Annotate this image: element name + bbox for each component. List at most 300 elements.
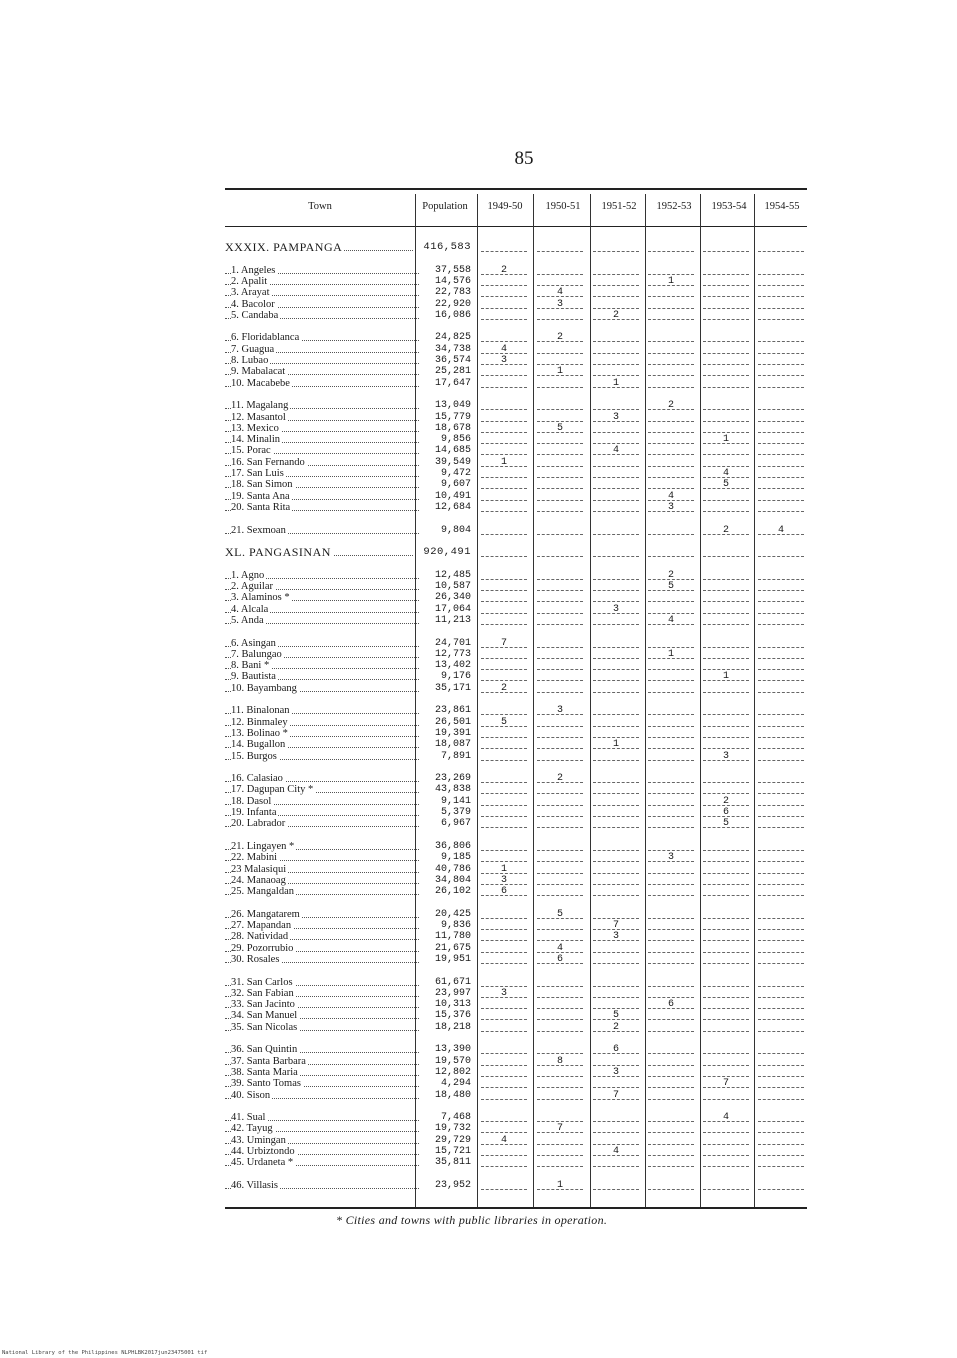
year-cell [701, 423, 751, 434]
cell-leader [648, 375, 694, 376]
year-cell [535, 1146, 585, 1157]
year-cell [535, 1112, 585, 1123]
cell-leader [481, 1121, 527, 1122]
cell-leader [593, 816, 639, 817]
year-cell [701, 841, 751, 852]
town-population: 12,684 [434, 501, 471, 513]
year-cell [756, 412, 806, 423]
cell-value: 7 [500, 637, 507, 649]
year-cell [646, 581, 696, 592]
table-row [225, 332, 807, 343]
cell-value: 7 [612, 920, 619, 931]
cell-value: 3 [556, 298, 563, 310]
year-cell [756, 457, 806, 468]
cell-leader [758, 341, 804, 342]
table-row [225, 999, 807, 1010]
column-rule [415, 194, 416, 1207]
table-row [225, 852, 807, 863]
year-cell [535, 705, 585, 716]
table-row [225, 525, 807, 536]
year-cell [756, 943, 806, 954]
cell-leader [593, 590, 639, 591]
table-row [225, 1090, 807, 1101]
year-cell [756, 502, 806, 513]
cell-value: 2 [556, 332, 563, 344]
table-row [225, 886, 807, 897]
year-cell [535, 434, 585, 445]
year-cell [535, 773, 585, 784]
town-name [225, 491, 419, 502]
cell-leader [593, 850, 639, 851]
year-cell [479, 671, 529, 682]
year-cell [646, 807, 696, 818]
cell-leader [758, 680, 804, 681]
year-cell [701, 299, 751, 310]
cell-leader [758, 850, 804, 851]
town-label: 41. Sual [231, 1112, 266, 1124]
cell-leader [758, 760, 804, 761]
cell-value: 6 [500, 886, 507, 898]
cell-leader [703, 274, 749, 275]
year-cell [756, 773, 806, 784]
year-cell [535, 468, 585, 479]
cell-leader [481, 285, 527, 286]
cell-value: 7 [612, 1089, 619, 1101]
year-cell [701, 412, 751, 423]
cell-leader [648, 714, 694, 715]
town-population: 20,425 [434, 908, 471, 920]
cell-leader [758, 421, 804, 422]
year-cell [756, 1157, 806, 1168]
table-row [225, 909, 807, 920]
scan-watermark: National Library of the Philippines NLPHLBK2017jun23475001 tif [2, 1350, 208, 1356]
cell-value: 3 [612, 931, 619, 943]
year-cell [535, 287, 585, 298]
cell-leader [758, 1065, 804, 1066]
cell-leader [593, 726, 639, 727]
year-cell [646, 412, 696, 423]
year-cell [701, 784, 751, 795]
town-name [225, 773, 419, 784]
town-label: 5. Candaba [231, 309, 279, 321]
town-population: 18,678 [434, 422, 471, 434]
cell-value: 3 [556, 705, 563, 717]
table-row [225, 491, 807, 502]
year-cell [591, 1157, 641, 1168]
cell-value: 4 [722, 1112, 729, 1124]
cell-leader [481, 1031, 527, 1032]
year-cell [701, 1135, 751, 1146]
town-name [225, 479, 419, 490]
year-cell [535, 909, 585, 920]
cell-leader [481, 1019, 527, 1020]
cell-leader [537, 986, 583, 987]
province-label: XL. PANGASINAN [225, 547, 331, 559]
town-population: 36,806 [434, 840, 471, 852]
cell-leader [758, 895, 804, 896]
cell-leader [648, 884, 694, 885]
year-cell [646, 457, 696, 468]
cell-leader [648, 1155, 694, 1156]
year-cell [756, 999, 806, 1010]
cell-value: 5 [667, 581, 674, 592]
town-name [225, 1010, 419, 1021]
year-cell [701, 502, 751, 513]
year-cell [756, 287, 806, 298]
cell-leader [648, 918, 694, 919]
town-name [225, 1056, 419, 1067]
town-name [225, 1078, 419, 1089]
year-cell [591, 638, 641, 649]
table-row [225, 615, 807, 626]
town-name [225, 784, 419, 795]
year-cell [591, 943, 641, 954]
year-cell [479, 592, 529, 603]
cell-leader [481, 601, 527, 602]
cell-value: 6 [612, 1044, 619, 1056]
town-label: 11. Magalang [231, 400, 289, 412]
year-cell [701, 988, 751, 999]
cell-leader [481, 1189, 527, 1190]
cell-leader [481, 816, 527, 817]
town-name [225, 649, 419, 660]
year-cell [479, 423, 529, 434]
year-cell [591, 1090, 641, 1101]
cell-leader [537, 466, 583, 467]
cell-leader [758, 1155, 804, 1156]
table-row [225, 378, 807, 389]
year-cell [756, 445, 806, 456]
cell-leader [481, 308, 527, 309]
year-cell [646, 276, 696, 287]
year-cell [756, 242, 806, 253]
table-row [225, 265, 807, 276]
town-label: 16. San Fernando [231, 456, 305, 468]
cell-leader [481, 624, 527, 625]
cell-leader [758, 590, 804, 591]
town-name [225, 751, 419, 762]
town-label: 30. Rosales [231, 953, 280, 965]
year-cell [646, 818, 696, 829]
cell-leader [481, 251, 527, 252]
year-cell [479, 615, 529, 626]
year-cell [479, 875, 529, 886]
year-cell [701, 615, 751, 626]
cell-leader [537, 1076, 583, 1077]
town-population: 15,376 [434, 1010, 471, 1022]
year-cell [479, 988, 529, 999]
cell-leader [593, 669, 639, 670]
year-cell [701, 977, 751, 988]
cell-leader [703, 432, 749, 433]
cell-leader [593, 409, 639, 410]
cell-value: 7 [556, 1123, 563, 1135]
year-cell [756, 1044, 806, 1055]
cell-value: 5 [500, 716, 507, 728]
cell-leader [703, 1155, 749, 1156]
year-cell [646, 287, 696, 298]
column-rule [754, 194, 755, 1207]
town-label: 3. Arayat [231, 287, 270, 299]
table-row [225, 344, 807, 355]
year-cell [591, 818, 641, 829]
town-name [225, 434, 419, 445]
town-population: 13,049 [434, 400, 471, 412]
cell-leader [648, 827, 694, 828]
year-cell [701, 931, 751, 942]
year-cell [701, 1078, 751, 1089]
town-population: 26,102 [434, 886, 471, 898]
cell-leader [703, 1189, 749, 1190]
cell-leader [703, 1144, 749, 1145]
town-name [225, 1112, 419, 1123]
town-name [225, 378, 419, 389]
town-label: 20. Santa Rita [231, 501, 291, 513]
cell-leader [648, 319, 694, 320]
year-cell [646, 773, 696, 784]
year-cell [701, 287, 751, 298]
cell-value: 4 [556, 287, 563, 299]
year-cell [479, 310, 529, 321]
cell-value: 8 [556, 1055, 563, 1067]
cell-leader [648, 940, 694, 941]
year-cell [591, 875, 641, 886]
town-label: 45. Urdaneta * [231, 1157, 294, 1169]
cell-leader [481, 387, 527, 388]
province-population: 920,491 [423, 546, 471, 559]
year-cell [535, 604, 585, 615]
year-cell [756, 638, 806, 649]
town-population: 25,281 [434, 366, 471, 378]
cell-leader [703, 884, 749, 885]
cell-leader [758, 986, 804, 987]
town-population: 14,576 [434, 275, 471, 287]
year-cell [535, 332, 585, 343]
cell-leader [758, 952, 804, 953]
cell-leader [648, 952, 694, 953]
year-cell [535, 943, 585, 954]
town-label: 6. Asingan [231, 637, 276, 649]
year-cell [479, 502, 529, 513]
cell-value: 1 [722, 434, 729, 446]
town-name [225, 1180, 419, 1191]
cell-leader [537, 940, 583, 941]
year-cell [646, 332, 696, 343]
town-population: 43,838 [434, 784, 471, 796]
year-cell [646, 468, 696, 479]
town-label: 29. Pozorrubio [231, 942, 294, 954]
cell-leader [703, 737, 749, 738]
cell-leader [593, 432, 639, 433]
table-row [225, 1123, 807, 1134]
cell-leader [758, 1008, 804, 1009]
year-cell [535, 344, 585, 355]
cell-leader [703, 748, 749, 749]
year-cell [646, 977, 696, 988]
cell-leader [648, 432, 694, 433]
year-cell [479, 525, 529, 536]
town-name [225, 988, 419, 999]
cell-leader [758, 714, 804, 715]
year-cell [591, 807, 641, 818]
year-cell [646, 525, 696, 536]
cell-leader [481, 929, 527, 930]
year-cell [756, 310, 806, 321]
cell-leader [481, 421, 527, 422]
year-cell [535, 525, 585, 536]
town-name [225, 943, 419, 954]
column-rule [590, 194, 591, 1207]
cell-value: 1 [612, 377, 619, 389]
cell-leader [593, 601, 639, 602]
year-cell [479, 355, 529, 366]
year-cell [646, 378, 696, 389]
year-cell [591, 1135, 641, 1146]
year-cell [535, 547, 585, 558]
year-cell [591, 784, 641, 795]
year-cell [756, 434, 806, 445]
town-name [225, 366, 419, 377]
town-population: 24,701 [434, 637, 471, 649]
town-name [225, 717, 419, 728]
table-row [225, 299, 807, 310]
cell-leader [758, 296, 804, 297]
town-label: 42. Tayug [231, 1123, 273, 1135]
year-cell [701, 920, 751, 931]
town-population: 18,218 [434, 1021, 471, 1033]
cell-leader [593, 918, 639, 919]
town-label: 26. Mangatarem [231, 908, 300, 920]
table-row [225, 920, 807, 931]
town-name [225, 604, 419, 615]
year-cell [701, 265, 751, 276]
year-cell [591, 423, 641, 434]
town-label: 27. Mapandan [231, 920, 292, 931]
cell-leader [703, 940, 749, 941]
table-row [225, 1157, 807, 1168]
cell-leader [648, 601, 694, 602]
cell-value: 1 [500, 456, 507, 468]
header-year-3: 1951-52 [601, 201, 637, 212]
table-row [225, 355, 807, 366]
year-cell [701, 242, 751, 253]
town-name [225, 796, 419, 807]
cell-leader [537, 760, 583, 761]
cell-leader [593, 1166, 639, 1167]
cell-leader [593, 364, 639, 365]
cell-leader [703, 601, 749, 602]
cell-leader [648, 421, 694, 422]
year-cell [646, 400, 696, 411]
town-label: 21. Sexmoan [231, 524, 286, 536]
year-cell [591, 1112, 641, 1123]
table-row [225, 1146, 807, 1157]
cell-leader [593, 986, 639, 987]
year-cell [535, 1022, 585, 1033]
year-cell [591, 864, 641, 875]
year-cell [591, 592, 641, 603]
cell-leader [758, 477, 804, 478]
year-cell [646, 366, 696, 377]
year-cell [535, 1078, 585, 1089]
cell-leader [481, 940, 527, 941]
cell-leader [703, 793, 749, 794]
year-cell [646, 479, 696, 490]
town-population: 15,721 [434, 1146, 471, 1157]
town-name [225, 739, 419, 750]
year-cell [756, 332, 806, 343]
year-cell [479, 434, 529, 445]
cell-leader [593, 873, 639, 874]
cell-leader [481, 488, 527, 489]
cell-leader [758, 364, 804, 365]
town-label: 21. Lingayen * [231, 840, 295, 852]
cell-leader [537, 556, 583, 557]
cell-value: 4 [612, 1146, 619, 1157]
table-row [225, 1044, 807, 1055]
town-population: 9,141 [440, 795, 471, 807]
town-population: 13,402 [434, 660, 471, 672]
cell-leader [481, 1166, 527, 1167]
year-cell [646, 886, 696, 897]
cell-leader [593, 1008, 639, 1009]
cell-leader [703, 511, 749, 512]
year-cell [535, 502, 585, 513]
town-name [225, 265, 419, 276]
header-year-2: 1950-51 [545, 201, 581, 212]
year-cell [479, 717, 529, 728]
town-label: 4. Alcala [231, 603, 269, 615]
year-cell [591, 1010, 641, 1021]
year-cell [535, 1090, 585, 1101]
year-cell [591, 265, 641, 276]
table-row [225, 864, 807, 875]
cell-leader [703, 929, 749, 930]
cell-value: 7 [722, 1078, 729, 1090]
year-cell [479, 457, 529, 468]
town-population: 17,647 [434, 377, 471, 389]
year-cell [479, 931, 529, 942]
table-row [225, 276, 807, 287]
province-row [225, 242, 807, 253]
year-cell [591, 841, 641, 852]
cell-leader [703, 308, 749, 309]
cell-leader [593, 296, 639, 297]
year-cell [535, 954, 585, 965]
cell-leader [758, 1019, 804, 1020]
cell-leader [593, 1189, 639, 1190]
year-cell [591, 479, 641, 490]
year-cell [756, 1123, 806, 1134]
cell-leader [648, 986, 694, 987]
town-population: 9,804 [440, 524, 471, 536]
table-row [225, 683, 807, 694]
year-cell [756, 931, 806, 942]
town-label: 12. Masantol [231, 411, 286, 423]
year-cell [756, 468, 806, 479]
year-cell [756, 739, 806, 750]
town-name [225, 683, 419, 694]
header-year-6: 1954-55 [764, 201, 800, 212]
town-label: 20. Labrador [231, 818, 286, 830]
cell-leader [758, 692, 804, 693]
cell-leader [481, 409, 527, 410]
column-rule [700, 194, 701, 1207]
cell-leader [593, 488, 639, 489]
year-cell [646, 954, 696, 965]
cell-leader [593, 680, 639, 681]
town-name [225, 615, 419, 626]
